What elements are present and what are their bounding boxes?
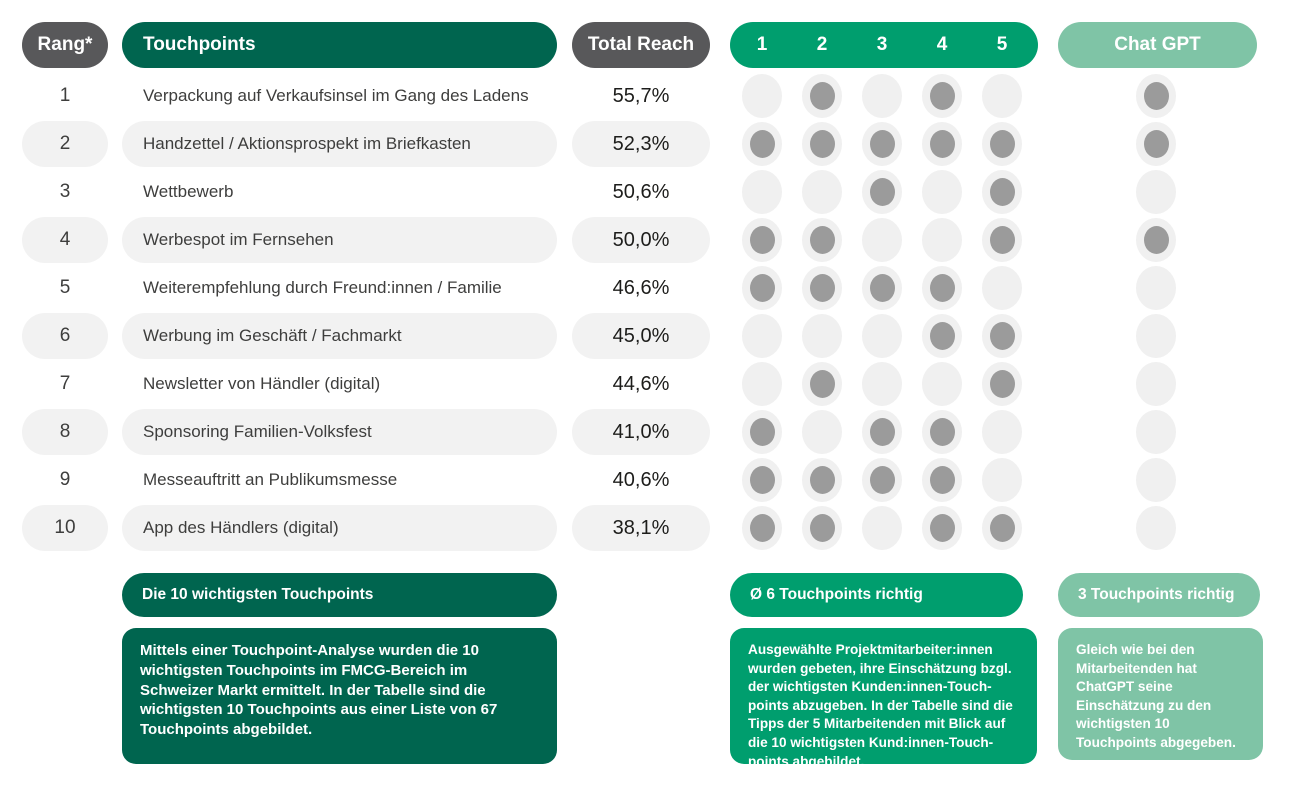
employee-5-dot-filled [982, 506, 1022, 550]
total-reach-value: 40,6% [612, 469, 670, 491]
dot-fill [810, 226, 835, 254]
dot-fill [990, 130, 1015, 158]
dot-fill [750, 226, 775, 254]
dot-fill [1144, 130, 1169, 158]
dot-fill [750, 514, 775, 542]
employee-3-dot-empty [862, 506, 902, 550]
touchpoint-label: Verpackung auf Verkaufsinsel im Gang des Ladens [143, 86, 529, 105]
header-chatgpt: Chat GPT [1058, 22, 1257, 68]
rank-value: 1 [59, 85, 71, 106]
header-rank: Rang* [22, 22, 108, 68]
touchpoint-label: Newsletter von Händler (digital) [143, 374, 381, 393]
employee-1-dot-filled [742, 266, 782, 310]
chatgpt-dot-empty [1136, 170, 1176, 214]
dot-fill [870, 274, 895, 302]
employee-5-dot-filled [982, 362, 1022, 406]
employee-3-dot-empty [862, 74, 902, 118]
header-employee-number: 1 [756, 34, 768, 55]
legend-middle-body: Ausgewählte Projektmitarbeiter:innen wurden gebeten, ihre Einschätzung bzgl. der wichtigsten Kunden:innen-Touch-points abzugeben. In der Tabelle sind die Tipps der 5 Mitarbeitenden mit Blick auf die 10 wichtigsten Kund:innen-Touch-points abgebildet. [730, 628, 1037, 764]
chatgpt-dot-empty [1136, 362, 1176, 406]
total-reach-value: 38,1% [612, 517, 670, 539]
chatgpt-dot-filled [1136, 218, 1176, 262]
employee-4-dot-empty [922, 218, 962, 262]
dot-fill [870, 130, 895, 158]
dot-fill [810, 130, 835, 158]
chatgpt-dot-empty [1136, 314, 1176, 358]
touchpoint-label: Sponsoring Familien-Volksfest [143, 422, 372, 441]
employee-1-dot-filled [742, 218, 782, 262]
table-row [0, 265, 1303, 311]
header-employee-number: 4 [936, 34, 948, 55]
rank-value: 2 [59, 133, 71, 154]
dot-fill [750, 466, 775, 494]
employee-5-dot-filled [982, 314, 1022, 358]
dot-fill [990, 514, 1015, 542]
employee-2-dot-filled [802, 218, 842, 262]
employee-4-dot-filled [922, 122, 962, 166]
employee-1-dot-empty [742, 74, 782, 118]
header-total-reach: Total Reach [572, 22, 710, 68]
dot-fill [930, 82, 955, 110]
employee-4-dot-filled [922, 506, 962, 550]
employee-3-dot-empty [862, 218, 902, 262]
dot-fill [990, 322, 1015, 350]
employee-3-dot-filled [862, 170, 902, 214]
employee-4-dot-empty [922, 362, 962, 406]
dot-fill [810, 274, 835, 302]
chatgpt-dot-empty [1136, 266, 1176, 310]
employee-5-dot-empty [982, 266, 1022, 310]
touchpoint-label: Weiterempfehlung durch Freund:innen / Familie [143, 278, 502, 297]
employee-1-dot-empty [742, 362, 782, 406]
dot-fill [990, 226, 1015, 254]
dot-fill [750, 274, 775, 302]
touchpoint-label: Messeauftritt an Publikumsmesse [143, 470, 398, 489]
employee-3-dot-filled [862, 410, 902, 454]
rank-value: 4 [59, 229, 71, 250]
employee-2-dot-filled [802, 362, 842, 406]
employee-4-dot-filled [922, 74, 962, 118]
dot-fill [870, 178, 895, 206]
dot-fill [930, 130, 955, 158]
employee-3-dot-empty [862, 314, 902, 358]
employee-3-dot-empty [862, 362, 902, 406]
total-reach-value: 46,6% [612, 277, 670, 299]
total-reach-value: 44,6% [612, 373, 670, 395]
employee-1-dot-filled [742, 122, 782, 166]
legend-right-body: Gleich wie bei den Mitarbeitenden hat ChatGPT seine Einschätzung zu den wichtigsten 10 Touchpoints abgegeben. [1058, 628, 1263, 760]
employee-2-dot-filled [802, 506, 842, 550]
rank-value: 7 [59, 373, 71, 394]
table-row [0, 217, 1303, 263]
employee-1-dot-filled [742, 458, 782, 502]
employee-2-dot-empty [802, 314, 842, 358]
rank-value: 3 [59, 181, 71, 202]
employee-4-dot-empty [922, 170, 962, 214]
legend-middle-title: Ø 6 Touchpoints richtig [730, 573, 1023, 617]
dot-fill [750, 418, 775, 446]
employee-5-dot-filled [982, 218, 1022, 262]
header-employee-number: 3 [876, 34, 888, 55]
employee-3-dot-filled [862, 266, 902, 310]
legend-left-title: Die 10 wichtigsten Touchpoints [122, 573, 557, 617]
employee-4-dot-filled [922, 458, 962, 502]
rank-value: 9 [59, 469, 71, 490]
employee-1-dot-filled [742, 410, 782, 454]
table-row [0, 457, 1303, 503]
dot-fill [810, 514, 835, 542]
employee-4-dot-filled [922, 314, 962, 358]
touchpoint-label: Handzettel / Aktionsprospekt im Briefkasten [143, 134, 471, 153]
employee-5-dot-filled [982, 170, 1022, 214]
table-row [0, 313, 1303, 359]
touchpoint-label: Werbespot im Fernsehen [143, 230, 334, 249]
touchpoint-label: Wettbewerb [143, 182, 234, 201]
employee-2-dot-filled [802, 122, 842, 166]
dot-fill [810, 82, 835, 110]
employee-4-dot-filled [922, 410, 962, 454]
employee-2-dot-filled [802, 458, 842, 502]
dot-fill [1144, 82, 1169, 110]
dot-fill [990, 370, 1015, 398]
header-employee-number: 2 [816, 34, 828, 55]
touchpoint-label: Werbung im Geschäft / Fachmarkt [143, 326, 402, 345]
employee-3-dot-filled [862, 122, 902, 166]
chatgpt-dot-filled [1136, 74, 1176, 118]
table-row [0, 73, 1303, 119]
chatgpt-dot-filled [1136, 122, 1176, 166]
chatgpt-dot-empty [1136, 458, 1176, 502]
total-reach-value: 52,3% [612, 133, 670, 155]
legend-right-title: 3 Touchpoints richtig [1058, 573, 1260, 617]
header-touchpoints: Touchpoints [122, 22, 557, 68]
header-employee-number: 5 [996, 34, 1008, 55]
rank-value: 8 [59, 421, 71, 442]
employee-2-dot-filled [802, 266, 842, 310]
employee-2-dot-empty [802, 410, 842, 454]
header-employees [730, 22, 1038, 68]
employee-2-dot-empty [802, 170, 842, 214]
dot-fill [930, 418, 955, 446]
total-reach-value: 41,0% [612, 421, 670, 443]
employee-5-dot-empty [982, 458, 1022, 502]
dot-fill [930, 274, 955, 302]
legend-left-body: Mittels einer Touchpoint-Analyse wurden die 10 wichtigsten Touchpoints im FMCG-Bereich im Schweizer Markt ermittelt. In der Tabelle sind die wichtigsten 10 Touchpoints aus einer Liste von 67 Touchpoints abgebildet. [122, 628, 557, 764]
touchpoint-label: App des Händlers (digital) [143, 518, 339, 537]
chatgpt-dot-empty [1136, 410, 1176, 454]
employee-5-dot-empty [982, 74, 1022, 118]
employee-5-dot-empty [982, 410, 1022, 454]
employee-5-dot-filled [982, 122, 1022, 166]
table-row [0, 169, 1303, 215]
table-row [0, 361, 1303, 407]
employee-1-dot-filled [742, 506, 782, 550]
dot-fill [870, 466, 895, 494]
employee-1-dot-empty [742, 314, 782, 358]
dot-fill [930, 514, 955, 542]
total-reach-value: 50,0% [612, 229, 670, 251]
dot-fill [930, 322, 955, 350]
dot-fill [870, 418, 895, 446]
table-row [0, 121, 1303, 167]
chatgpt-dot-empty [1136, 506, 1176, 550]
table-row [0, 409, 1303, 455]
total-reach-value: 50,6% [612, 181, 670, 203]
dot-fill [1144, 226, 1169, 254]
employee-1-dot-empty [742, 170, 782, 214]
table-row [0, 505, 1303, 551]
employee-3-dot-filled [862, 458, 902, 502]
rank-value: 5 [59, 277, 71, 298]
dot-fill [750, 130, 775, 158]
total-reach-value: 45,0% [612, 325, 670, 347]
dot-fill [930, 466, 955, 494]
dot-fill [990, 178, 1015, 206]
dot-fill [810, 370, 835, 398]
dot-fill [810, 466, 835, 494]
rank-value: 6 [59, 325, 71, 346]
total-reach-value: 55,7% [612, 85, 670, 107]
employee-2-dot-filled [802, 74, 842, 118]
employee-4-dot-filled [922, 266, 962, 310]
rank-value: 10 [54, 517, 76, 538]
